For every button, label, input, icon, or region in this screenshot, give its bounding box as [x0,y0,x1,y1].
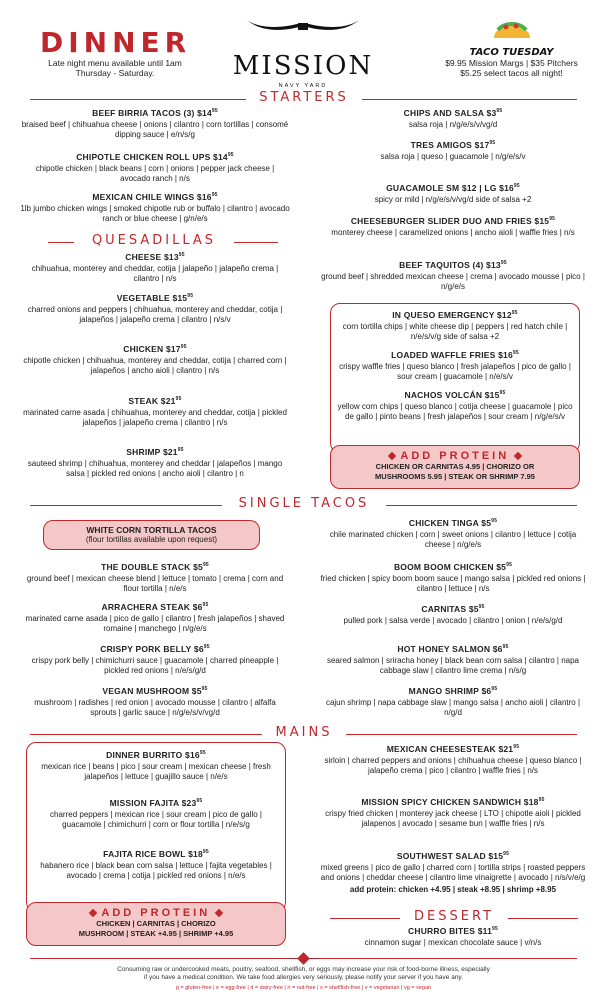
add-protein-line-2: MUSHROOM | STEAK +4.95 | SHRIMP +4.95 [78,929,234,938]
item-description: spicy or mild | n/g/e/s/v/vg/d side of salsa +2 [374,195,532,204]
menu-item [20,602,290,634]
item-name-line: DINNER BURRITO $\$16^{95}$ [106,750,206,760]
menu-item [20,192,290,224]
section-dessert: DESSERT [400,909,508,924]
item-description: fried chicken | spicy boom boom sauce | mango salsa | pickled red onions | cilantro | lettuce | n/s [320,574,586,593]
item-name-line: SHRIMP $\$21^{95}$ [126,447,184,457]
tortilla-note-sub: (flour tortillas available upon request) [85,535,218,544]
add-protein-box [330,445,580,489]
menu-item [318,518,588,550]
item-name-line: NACHOS VOLCÁN $\$15^{95}$ [404,390,506,400]
taco-icon [490,14,534,42]
menu-item [32,798,280,830]
logo-name: MISSION [232,51,374,81]
item-description: sauteed shrimp | chihuahua, monterey and cheddar | jalapeños | mango salsa | pickled red onions | ancho aioli | cilantro | n [27,459,283,478]
item-name-line: MEXICAN CHEESESTEAK $\$21^{95}$ [386,744,520,754]
menu-item [318,140,588,162]
item-name-line: CHEESEBURGER SLIDER DUO AND FRIES $\$15^{95}$ [350,216,556,226]
item-name-line: CHIPS AND SALSA $\$3^{95}$ [403,108,503,118]
section-mains: MAINS [262,725,346,740]
item-description: salsa roja | queso | guacamole | n/g/e/s/v [380,152,526,161]
menu-item [336,390,574,422]
item-name-line: GUACAMOLE SM $12 | LG $\$16^{95}$ [386,183,520,193]
item-name-line: SOUTHWEST SALAD $\$15^{95}$ [396,851,510,861]
menu-item [20,252,290,284]
item-name-line: MANGO SHRIMP $\$6^{95}$ [408,686,498,696]
item-name-line: CHIPOTLE CHICKEN ROLL UPS $\$14^{95}$ [76,152,234,162]
bull-horns-icon [243,16,363,38]
menu-item [318,216,588,238]
menu-item [20,396,290,428]
section-single-tacos: SINGLE TACOS [222,496,386,511]
item-name-line: BEEF BIRRIA TACOS (3) $\$14^{95}$ [92,108,218,118]
menu-item [20,447,290,479]
item-description: cajun shrimp | napa cabbage slaw | mango salsa | ancho aioli | cilantro | n/g/d [325,698,581,717]
item-name-line: BOOM BOOM CHICKEN $\$5^{95}$ [393,562,513,572]
menu-item [318,644,588,676]
item-name-line: FAJITA RICE BOWL $\$18^{95}$ [103,849,209,859]
item-name-line: CHICKEN $\$17^{95}$ [123,344,187,354]
item-description: chipotle chicken | chihuahua, monterey and cheddar, cotija | charred corn | jalapeños | ancho aioli | cilantro | n/s [23,356,287,375]
item-description: salsa roja | n/g/e/s/v/vg/d [408,120,498,129]
item-description: mushroom | radishes | red onion | avocado mousse | cilantro | alfalfa sprouts | garlic sauce | n/g/e/s/v/vg/d [34,698,276,717]
diamond-icon [514,452,522,460]
item-description: 1lb jumbo chicken wings | smoked chipotle rub or buffalo | cilantro | avocado ranch or blue cheese | g/n/e/s [20,204,290,223]
taco-tuesday-line-2: $5.25 select tacos all night! [460,68,563,78]
menu-item [318,108,588,130]
item-name-line: IN QUESO EMERGENCY $\$12^{95}$ [392,310,518,320]
late-night-days: Thursday - Saturday. [75,68,155,78]
item-name-line: CARNITAS $\$5^{95}$ [421,604,485,614]
menu-item [32,849,280,881]
item-description: chipotle chicken | black beans | corn | onions | pepper jack cheese | avocado ranch | n/s [35,164,275,183]
item-description: crispy pork belly | chimichurri sauce | guacamole | charred pineapple | pickled red onions | n/e/s/g/d [31,656,279,675]
item-description: braised beef | chihuahua cheese | onions | cilantro | corn tortillas | consomé dipping sauce | e/n/s/g [21,120,289,139]
item-description: charred peppers | mexican rice | sour cream | pico de gallo | guacamole | chimichurri | corn or flour tortilla | n/e/s/g [50,810,262,829]
item-description: monterey cheese | caramelized onions | ancho aioli | waffle fries | n/s [331,228,575,237]
taco-tuesday-line-1: $9.95 Mission Margs | $35 Pitchers [445,58,578,68]
footer-line-1: Consuming raw or undercooked meats, poultry, seafood, shellfish, or eggs may increase your risk of food-borne illness, especially [117,966,490,973]
item-name-line: THE DOUBLE STACK $\$5^{95}$ [101,562,209,572]
menu-item [318,183,588,205]
item-name-line: CHURRO BITES $\$11^{95}$ [408,926,498,936]
add-protein-line-1: CHICKEN | CARNITAS | CHORIZO [96,919,216,928]
item-description: ground beef | shredded mexican cheese | crema | avocado mousse | pico | n/g/e/s [321,272,585,291]
taco-tuesday-title: TACO TUESDAY [469,47,554,58]
item-name-line: VEGAN MUSHROOM $\$5^{95}$ [102,686,208,696]
menu-item [20,644,290,676]
logo [228,16,378,89]
item-description: cinnamon sugar | mexican chocolate sauce | v/n/s [364,938,542,947]
add-protein-title: ADD PROTEIN [331,450,579,462]
menu-item [20,293,290,325]
item-description: crispy fried chicken | monterey jack cheese | LTO | chipotle aioli | pickled jalapenos | avocado | sesame bun | waffle fries | n/s [325,809,581,828]
item-name-line: TRES AMIGOS $\$17^{95}$ [410,140,496,150]
diamond-icon [297,952,310,965]
item-description: sirloin | charred peppers and onions | chihuahua cheese | queso blanco | jalapeño crema | pico | cilantro | waffle fries | n/s [324,756,582,775]
section-starters: STARTERS [246,90,362,105]
item-description: mexican rice | beans | pico | sour cream | mexican cheese | fresh jalapeños | lettuce | guajillo sauce | n/e/s [41,762,271,781]
item-description: mixed greens | pico de gallo | charred corn | tortilla strips | roasted peppers and onions | cheddar cheese | cilantro lime vinaigrette | avocado | n/s/v/e/g [320,863,586,882]
item-description: corn tortilla chips | white cheese dip | peppers | red hatch chile | n/e/s/v/g side of salsa +2 [342,322,568,341]
item-description: habanero rice | black bean corn salsa | lettuce | fajita vegetables | avocado | crema | cotija | pickled red onions | n/e/s [40,861,272,880]
diamond-icon [89,909,97,917]
item-description: seared salmon | sriracha honey | black bean corn salsa | cilantro | napa cabbage slaw | cilantro lime crema | n/s/g [326,656,579,675]
item-description: pulled pork | salsa verde | avocado | cilantro | onion | n/e/s/g/d [343,616,563,625]
menu-item [20,108,290,140]
menu-item [318,604,588,626]
section-quesadillas: QUESADILLAS [74,233,234,248]
item-name-line: MEXICAN CHILE WINGS $\$16^{95}$ [92,192,218,202]
item-description: yellow corn chips | queso blanco | cotija cheese | guacamole | pico de gallo | pinto beans | fresh jalapeños | sour cream | n/g/e/s/v [337,402,573,421]
logo-subtitle: NAVY YARD [278,83,328,89]
add-protein-line-2: MUSHROOMS 5.95 | STEAK OR SHRIMP 7.95 [375,472,535,481]
item-name-line: BEEF TAQUITOS (4) $\$13^{95}$ [399,260,507,270]
diamond-icon [388,452,396,460]
item-description: chihuahua, monterey and cheddar, cotija | jalapeño | jalapeño crema | cilantro | n/s [31,264,279,283]
item-description: marinated carne asada | pico de gallo | cilantro | fresh jalapeños | shaved romaine | manchego | n/g/e/s [25,614,285,633]
page-title: DINNER [40,26,192,59]
tortilla-note-title: WHITE CORN TORTILLA TACOS [86,525,217,535]
tortilla-note [43,520,260,550]
item-name-line: ARRACHERA STEAK $\$6^{95}$ [101,602,209,612]
salad-protein-addon: add protein: chicken +4.95 | steak +8.95 | shrimp +8.95 [349,885,557,894]
item-description: charred onions and peppers | chihuahua, monterey and cheddar, cotija | jalapeños | jalapeño crema | cilantro | n/s/v [27,305,283,324]
menu-item [336,350,574,382]
item-description: ground beef | mexican cheese blend | lettuce | tomato | crema | corn and flour tortilla | n/e/s [26,574,284,593]
item-description: crispy waffle fries | queso blanco | fresh jalapeños | pico de gallo | sour cream | guacamole | n/e/s/v [339,362,571,381]
footer-line-2: if you have a medical condition. We take food allergies very seriously, please notify your server if you have any. [143,974,464,981]
menu-item [318,797,588,829]
menu-item [20,344,290,376]
item-description: marinated carne asada | chihuahua, monterey and cheddar, cotija | pickled jalapeños | jalapeño crema | cilantro | n/s [23,408,287,427]
menu-item [20,686,290,718]
header-subtitle [20,58,210,78]
menu-item [336,310,574,342]
menu-item [318,926,588,948]
dietary-legend: g = gluten-free | e = egg-free | d = dairy-free | n = nut-free | s = shellfish-free | v = vegetarian | vg = vegan [175,985,432,991]
menu-item [318,260,588,292]
menu-item [318,562,588,594]
taco-tuesday-promo [424,14,599,78]
item-name-line: LOADED WAFFLE FRIES $\$16^{95}$ [391,350,519,360]
item-name-line: STEAK $\$21^{95}$ [128,396,182,406]
footer-disclaimer [20,966,587,982]
item-name-line: MISSION SPICY CHICKEN SANDWICH $\$18^{95}$ [361,797,545,807]
item-name-line: CHICKEN TINGA $\$5^{95}$ [408,518,498,528]
item-name-line: CHEESE $\$13^{95}$ [125,252,185,262]
add-protein-title: ADD PROTEIN [27,907,285,919]
add-protein-box [26,902,286,946]
diamond-icon [215,909,223,917]
item-description: chile marinated chicken | corn | sweet onions | cilantro | lettuce | cotija cheese | n/g/e/s [329,530,577,549]
menu-item [318,744,588,776]
item-name-line: VEGETABLE $\$15^{95}$ [116,293,194,303]
menu-item [32,750,280,782]
menu-item [20,152,290,184]
late-night-note: Late night menu available until 1am [48,58,182,68]
menu-item [318,686,588,718]
item-name-line: MISSION FAJITA $\$23^{95}$ [109,798,203,808]
add-protein-line-1: CHICKEN OR CARNITAS 4.95 | CHORIZO OR [375,462,535,471]
item-name-line: CRISPY PORK BELLY $\$6^{95}$ [100,644,210,654]
item-name-line: HOT HONEY SALMON $\$6^{95}$ [397,644,509,654]
menu-item [20,562,290,594]
menu-item [318,851,588,895]
